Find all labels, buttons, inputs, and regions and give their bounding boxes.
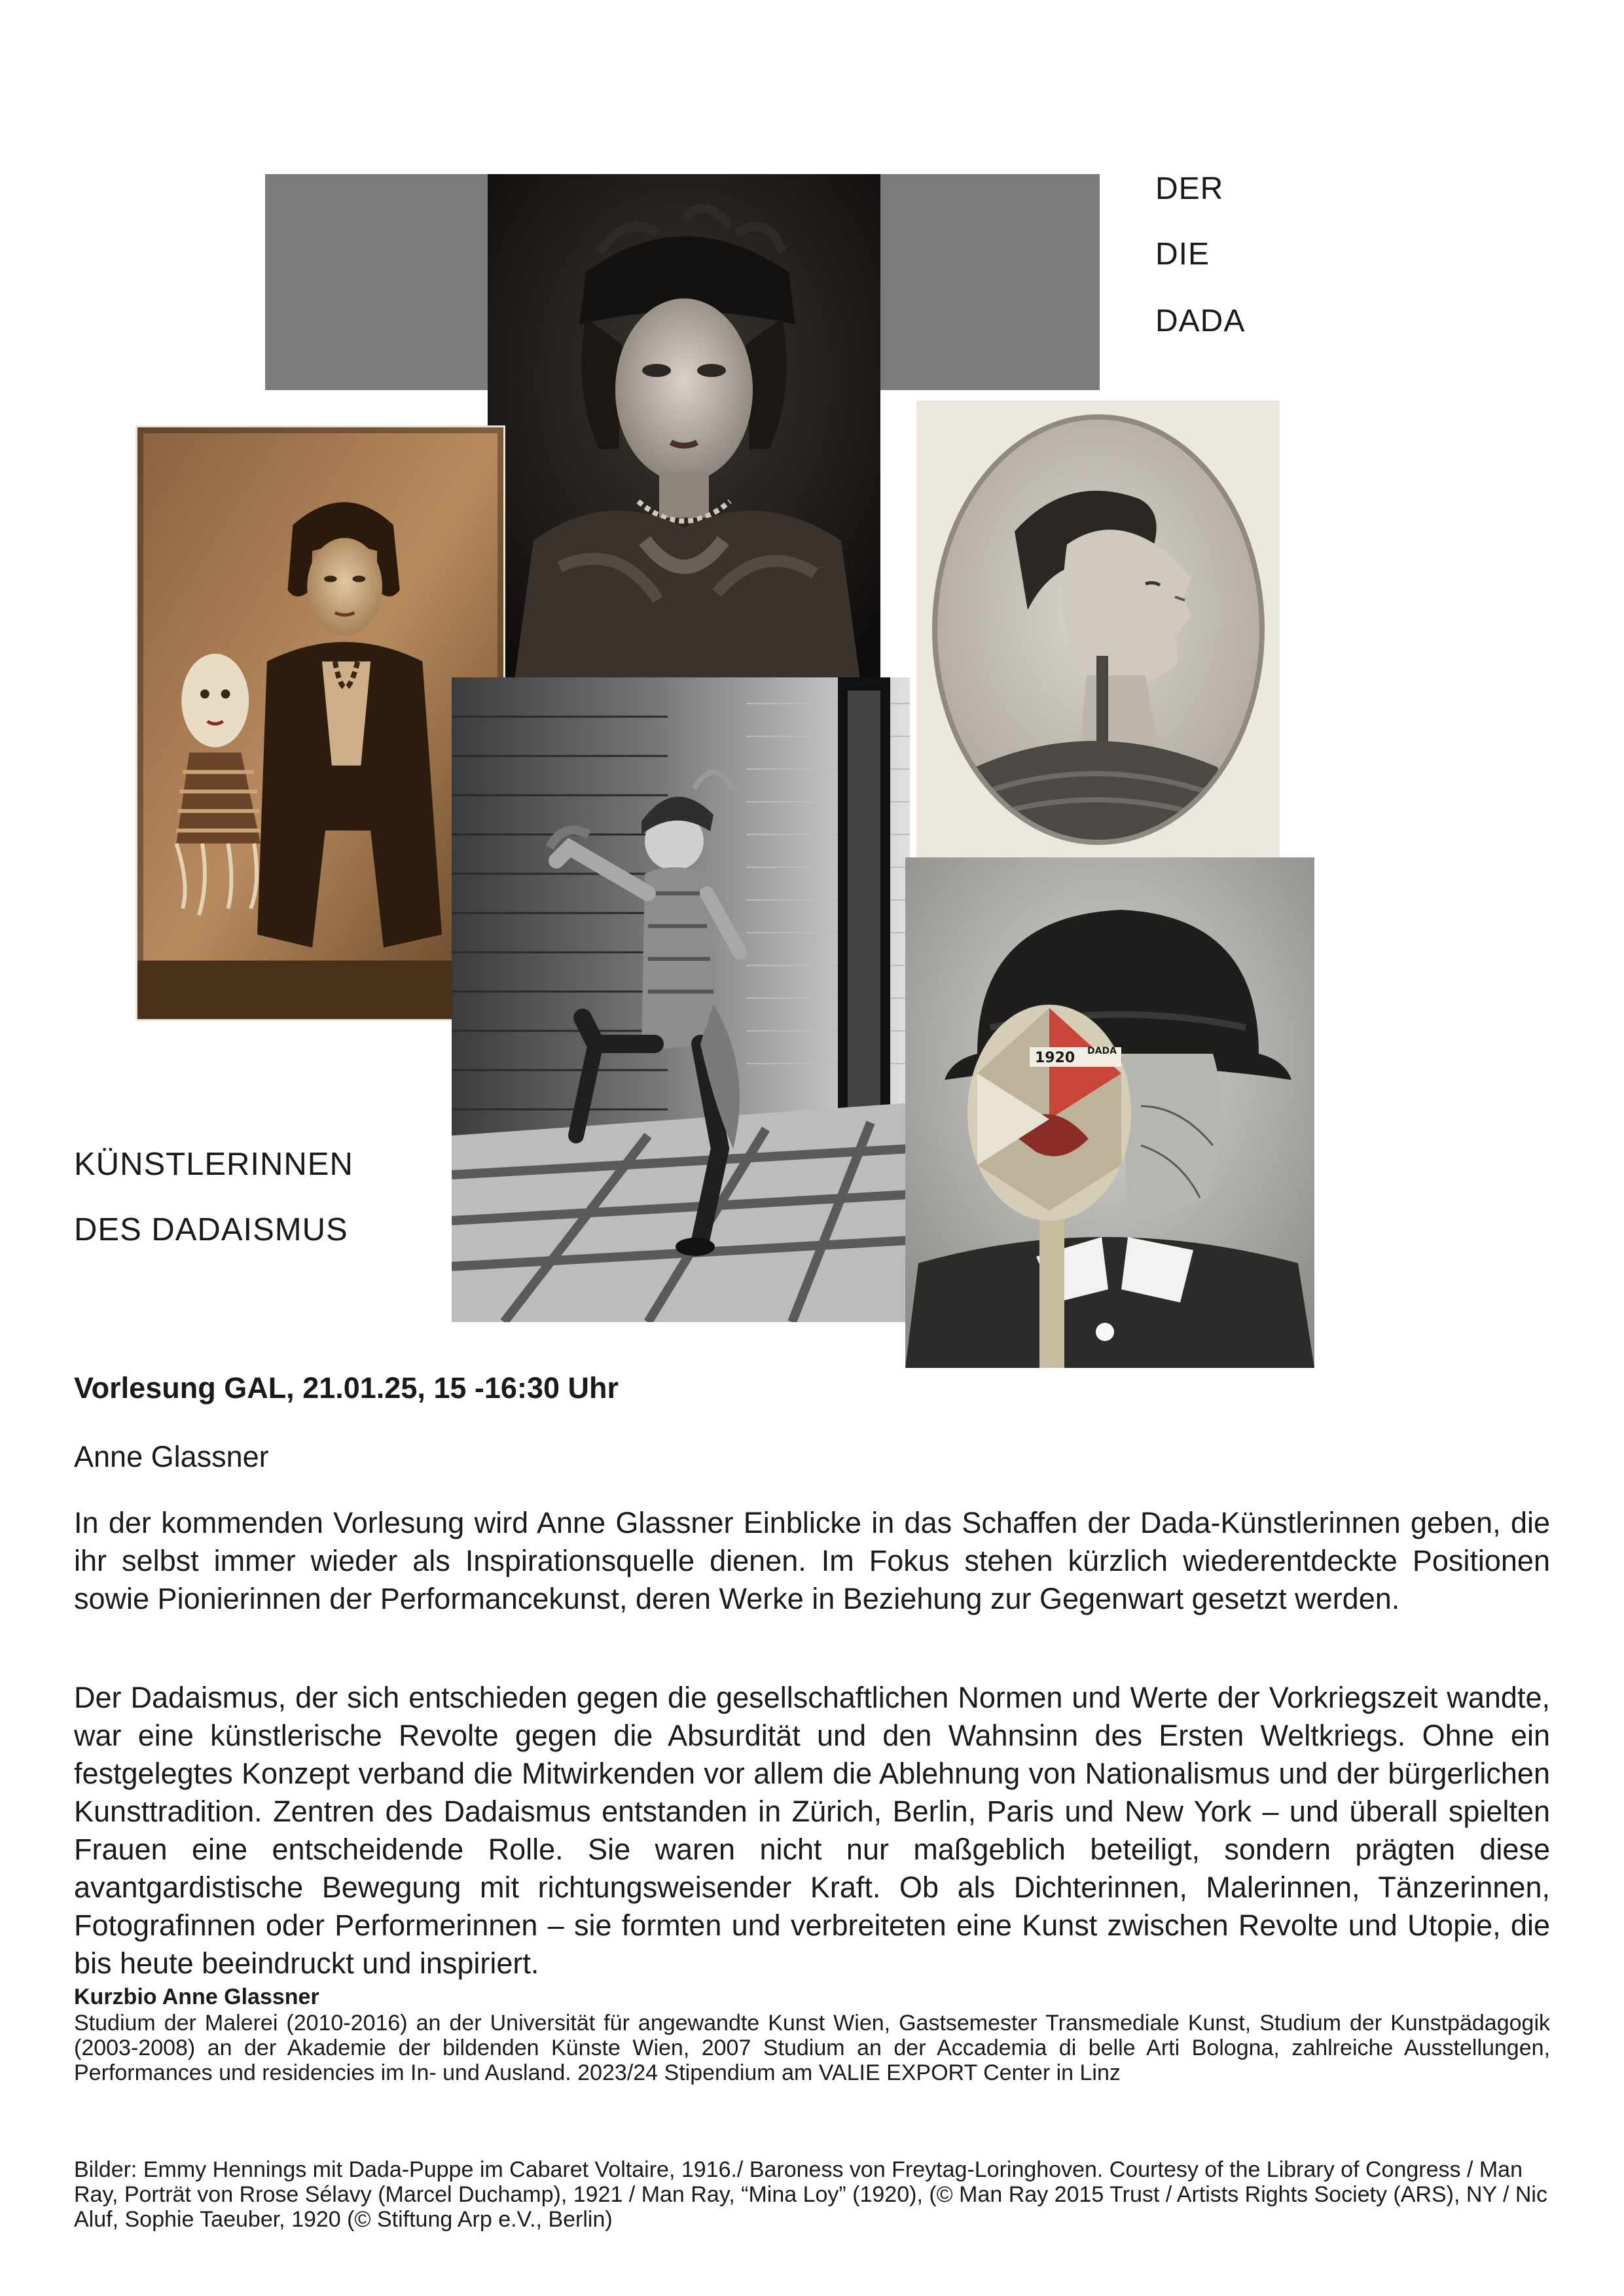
title-dada: DADA <box>1155 304 1246 338</box>
event-heading: Vorlesung GAL, 21.01.25, 15 -16:30 Uhr <box>74 1371 619 1405</box>
photo-baroness-freytag <box>452 677 910 1322</box>
mask-text-dada: DADA <box>1087 1046 1117 1056</box>
title-der: DER <box>1155 171 1224 206</box>
photo-sophie-taeuber <box>905 857 1314 1368</box>
image-credits: Bilder: Emmy Hennings mit Dada-Puppe im Cabaret Voltaire, 1916./ Baroness von Freytag-Loringhoven. Courtesy of the Library of Congress / Man Ray, Porträt von Rrose Sélavy (Marcel Duchamp), 1921 / Man Ray, “Mina Loy” (1920), (© Man Ray 2015 Trust / Artists Rights Society (ARS), NY / Nic Aluf, Sophie Taeuber, 1920 (© Stiftung Arp e.V., Berlin) <box>74 2157 1547 2232</box>
subtitle-line-2: DES DADAISMUS <box>74 1212 348 1247</box>
photo-mina-loy <box>916 401 1280 865</box>
bio-heading: Kurzbio Anne Glassner <box>74 1984 319 2009</box>
photo-emmy-hennings <box>135 425 505 1021</box>
subtitle-line-1: KÜNSTLERINNEN <box>74 1147 353 1182</box>
title-die: DIE <box>1155 237 1210 272</box>
mask-text-year: 1920 <box>1035 1050 1075 1066</box>
author-name: Anne Glassner <box>74 1440 269 1473</box>
bio-text: Studium der Malerei (2010-2016) an der Universität für angewandte Kunst Wien, Gastsemester Transmediale Kunst, Studium der Kunstpädagogik (2003-2008) an der Akademie der bildenden Künste Wien, 2007 Studium an der Accademia di belle Arti Bologna, zahlreiche Ausstellungen, Performances und residencies im In- und Ausland. 2023/24 Stipendium am VALIE EXPORT Center in Linz <box>74 2011 1550 2085</box>
photo-rrose-selavy <box>488 174 880 685</box>
body-paragraph-2: Der Dadaismus, der sich entschieden gegen die gesellschaftlichen Normen und Werte der Vorkriegszeit wandte, war eine künstlerische Revolte gegen die Absurdität und den Wahnsinn des Ersten Weltkriegs. Ohne ein festgelegtes Konzept verband die Mitwirkenden vor allem die Ablehnung von Nationalismus und der bürgerlichen Kunsttradition. Zentren des Dadaismus entstanden in Zürich, Berlin, Paris und New York – und überall spielten Frauen eine entscheidende Rolle. Sie waren nicht nur maßgeblich beteiligt, sondern prägten diese avantgardistische Bewegung mit richtungsweisender Kraft. Ob als Dichterinnen, Malerinnen, Tänzerinnen, Fotografinnen oder Performerinnen – sie formten und verbreiteten eine Kunst zwischen Revolte und Utopie, die bis heute beeindruckt und inspiriert. <box>74 1681 1550 1980</box>
body-paragraph-1: In der kommenden Vorlesung wird Anne Glassner Einblicke in das Schaffen der Dada-Künstlerinnen geben, die ihr selbst immer wieder als Inspirationsquelle dienen. Im Fokus stehen kürzlich wiederentdeckte Positionen sowie Pionierinnen der Performancekunst, deren Werke in Beziehung zur Gegenwart gesetzt werden. <box>74 1506 1550 1615</box>
